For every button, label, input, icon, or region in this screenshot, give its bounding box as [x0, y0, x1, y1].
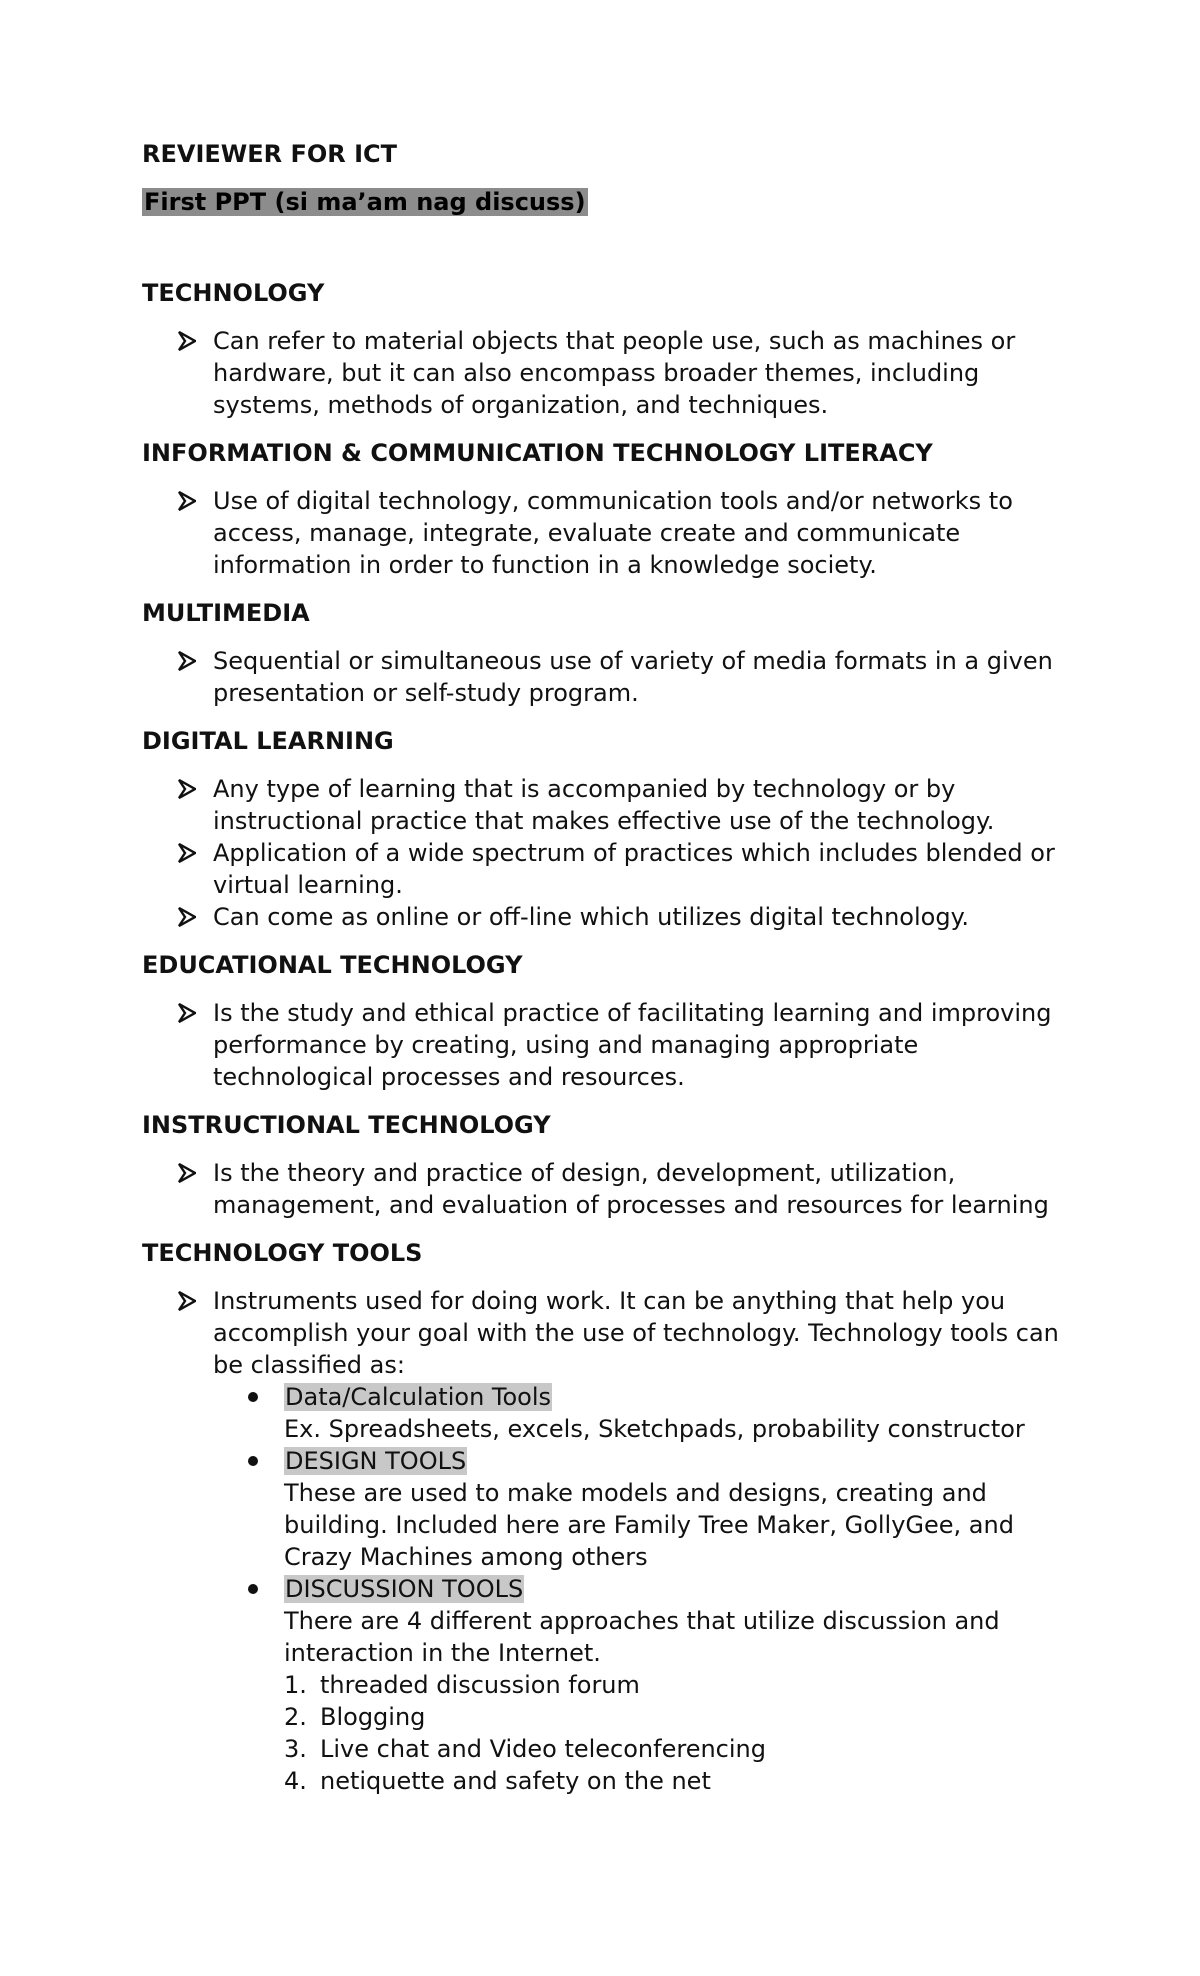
section-multimedia [142, 597, 1060, 709]
arrowhead-bullet-icon [178, 331, 196, 351]
bullet-list [142, 645, 1060, 709]
section-technology-tools [142, 1237, 1060, 1797]
list-item [284, 1669, 1060, 1701]
list-item [284, 1701, 1060, 1733]
section-heading: TECHNOLOGY TOOLS [142, 1239, 423, 1267]
tool-label: Data/Calculation Tools [285, 1383, 552, 1411]
discussion-approach-list [284, 1669, 1060, 1797]
section-digital-learning [142, 725, 1060, 933]
bullet-text: Is the study and ethical practice of facilitating learning and improving performance by creating, using and managing appropriate technological processes and resources. [213, 999, 1052, 1091]
section-heading: INFORMATION & COMMUNICATION TECHNOLOGY LITERACY [142, 439, 933, 467]
bullet-list [142, 1157, 1060, 1221]
bullet-list [142, 485, 1060, 581]
tool-item-data-calculation [213, 1381, 1060, 1445]
section-heading: INSTRUCTIONAL TECHNOLOGY [142, 1111, 551, 1139]
arrowhead-bullet-icon [178, 843, 196, 863]
document-subtitle-line [142, 186, 1060, 221]
item-number: 2. [284, 1703, 307, 1731]
filled-dot-bullet-icon [248, 1584, 258, 1594]
bullet-text: Use of digital technology, communication tools and/or networks to access, manage, integrate, evaluate create and communicate information in order to function in a knowledge society. [213, 487, 1013, 579]
list-item [284, 1765, 1060, 1797]
arrowhead-bullet-icon [178, 651, 196, 671]
document-title: REVIEWER FOR ICT [142, 140, 398, 168]
bullet-list [142, 325, 1060, 421]
item-number: 1. [284, 1671, 307, 1699]
document-subtitle: First PPT (si ma’am nag discuss) [144, 188, 586, 216]
tool-label: DESIGN TOOLS [285, 1447, 467, 1475]
spacer [142, 221, 1060, 277]
bullet-text: Application of a wide spectrum of practices which includes blended or virtual learning. [213, 839, 1055, 899]
bullet-text: Instruments used for doing work. It can be anything that help you accomplish your goal with the use of technology. Technology tools can be classified as: [213, 1287, 1059, 1379]
arrowhead-bullet-icon [178, 907, 196, 927]
bullet-text: Any type of learning that is accompanied by technology or by instructional practice that makes effective use of the technology. [213, 775, 995, 835]
bullet-text: Can refer to material objects that people use, such as machines or hardware, but it can also encompass broader themes, including systems, methods of organization, and techniques. [213, 327, 1016, 419]
tool-item-discussion [213, 1573, 1060, 1797]
item-text: Live chat and Video teleconferencing [320, 1735, 766, 1763]
item-text: threaded discussion forum [320, 1671, 640, 1699]
list-item [142, 325, 1060, 421]
item-number: 3. [284, 1735, 307, 1763]
list-item [142, 837, 1060, 901]
item-text: netiquette and safety on the net [320, 1767, 711, 1795]
list-item [142, 645, 1060, 709]
arrowhead-bullet-icon [178, 779, 196, 799]
arrowhead-bullet-icon [178, 1163, 196, 1183]
list-item [284, 1733, 1060, 1765]
section-heading: TECHNOLOGY [142, 279, 325, 307]
filled-dot-bullet-icon [248, 1456, 258, 1466]
list-item [142, 1285, 1060, 1797]
list-item [142, 997, 1060, 1093]
filled-dot-bullet-icon [248, 1392, 258, 1402]
section-heading: EDUCATIONAL TECHNOLOGY [142, 951, 523, 979]
list-item [142, 901, 1060, 933]
section-instructional-technology [142, 1109, 1060, 1221]
section-educational-technology [142, 949, 1060, 1093]
tool-list [213, 1381, 1060, 1797]
bullet-list [142, 997, 1060, 1093]
list-item [142, 485, 1060, 581]
arrowhead-bullet-icon [178, 1003, 196, 1023]
bullet-list [142, 1285, 1060, 1797]
bullet-text: Can come as online or off-line which utilizes digital technology. [213, 903, 969, 931]
tool-label: DISCUSSION TOOLS [285, 1575, 524, 1603]
bullet-text: Sequential or simultaneous use of variety of media formats in a given presentation or self-study program. [213, 647, 1053, 707]
section-heading: DIGITAL LEARNING [142, 727, 394, 755]
tool-item-design [213, 1445, 1060, 1573]
section-ict-literacy [142, 437, 1060, 581]
bullet-text: Is the theory and practice of design, development, utilization, management, and evaluation of processes and resources for learning [213, 1159, 1049, 1219]
section-heading: MULTIMEDIA [142, 599, 310, 627]
tool-description: There are 4 different approaches that utilize discussion and interaction in the Internet. [284, 1607, 1000, 1667]
bullet-list [142, 773, 1060, 933]
arrowhead-bullet-icon [178, 491, 196, 511]
arrowhead-bullet-icon [178, 1291, 196, 1311]
item-number: 4. [284, 1767, 307, 1795]
section-technology [142, 277, 1060, 421]
list-item [142, 1157, 1060, 1221]
list-item [142, 773, 1060, 837]
tool-description: These are used to make models and designs, creating and building. Included here are Family Tree Maker, GollyGee, and Crazy Machines among others [284, 1479, 1014, 1571]
tool-description: Ex. Spreadsheets, excels, Sketchpads, probability constructor [284, 1415, 1025, 1443]
item-text: Blogging [320, 1703, 426, 1731]
